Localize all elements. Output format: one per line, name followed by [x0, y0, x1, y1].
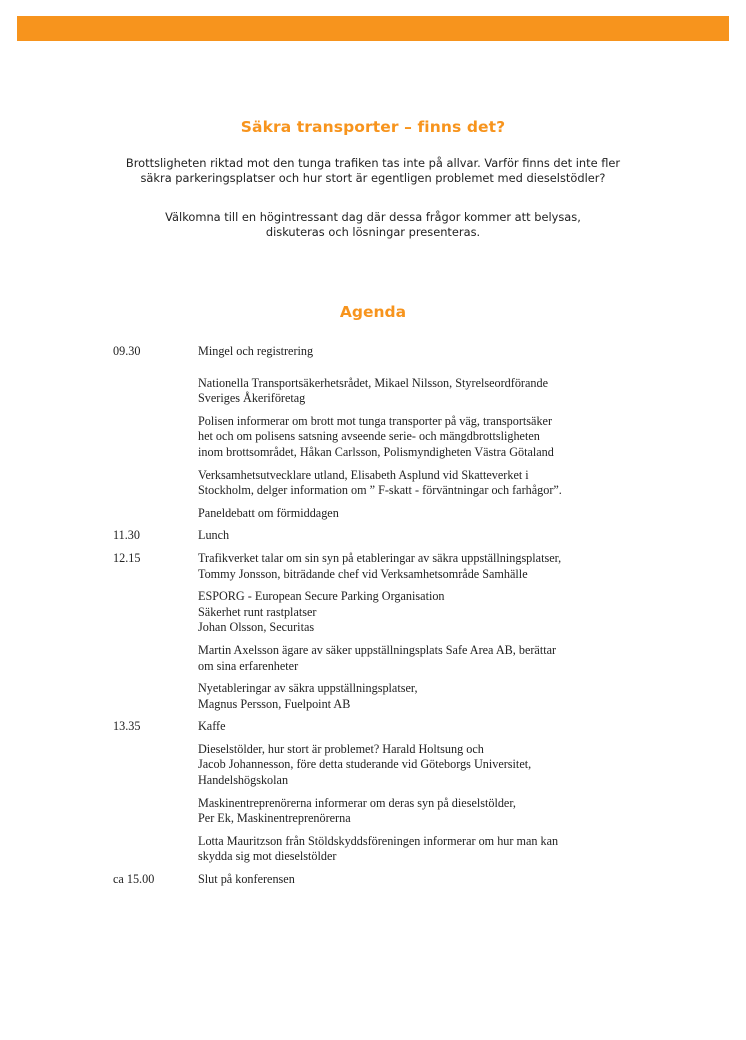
agenda-item: [113, 834, 673, 865]
agenda-time: [113, 834, 198, 865]
page-title: Säkra transporter – finns det?: [240, 118, 506, 136]
agenda-item: [113, 551, 673, 582]
agenda-time: [113, 468, 198, 499]
agenda-text: Nyetableringar av säkra uppställningsplatser, Magnus Persson, Fuelpoint AB: [198, 681, 418, 711]
agenda-item: [113, 344, 673, 360]
agenda-text: Maskinentreprenörerna informerar om deras syn på dieselstölder, Per Ek, Maskinentreprenörerna: [198, 795, 516, 826]
agenda-item: [113, 528, 673, 544]
agenda-text: Slut på konferensen: [198, 872, 295, 887]
agenda-text: Nationella Transportsäkerhetsrådet, Mikael Nilsson, Styrelseordförande Sveriges Åkeriföretag: [198, 375, 548, 406]
agenda-time: [113, 589, 198, 636]
agenda-time: 13.35: [113, 719, 141, 734]
agenda-text: Lotta Mauritzson från Stöldskyddsföreningen informerar om hur man kan skydda sig mot dieselstölder: [198, 833, 559, 864]
agenda-text: Dieselstölder, hur stort är problemet? Harald Holtsung och Jacob Johannesson, före detta studerande vid Göteborgs Universitet, Handelshögskolan: [198, 741, 532, 788]
agenda-text: ESPORG - European Secure Parking Organisation Säkerhet runt rastplatser Johan Olsson, Securitas: [198, 589, 445, 635]
agenda-time: [113, 796, 198, 827]
agenda-item: [113, 681, 673, 712]
agenda-text: Polisen informerar om brott mot tunga transporter på väg, transportsäker het och om polisens satsning avseende serie- och mängdbrottsligheten inom brottsområdet, Håkan Carlsson, Polismyndigheten Västra Götaland: [198, 413, 554, 459]
agenda-time: [113, 414, 198, 461]
agenda-item: [113, 376, 673, 407]
agenda-text: Trafikverket talar om sin syn på etableringar av säkra uppställningsplatser, Tommy Jonsson, biträdande chef vid Verksamhetsområde Samhälle: [198, 550, 562, 581]
intro-paragraph-1: Brottsligheten riktad mot den tunga trafiken tas inte på allvar. Varför finns det inte fler säkra parkeringsplatser och hur stort är egentligen problemet med dieselstödler?: [125, 156, 621, 185]
agenda-list: [113, 344, 673, 888]
agenda-title: Agenda: [339, 303, 407, 321]
agenda-time: [113, 506, 198, 522]
agenda-item: [113, 506, 673, 522]
agenda-text: Martin Axelsson ägare av säker uppställningsplats Safe Area AB, berättar om sina erfarenheter: [198, 642, 557, 673]
agenda-item: [113, 872, 673, 888]
agenda-item: [113, 589, 673, 636]
agenda-text: Lunch: [198, 528, 230, 543]
agenda-time: 12.15: [113, 550, 141, 565]
agenda-item: [113, 414, 673, 461]
agenda-item: [113, 468, 673, 499]
agenda-time: ca 15.00: [113, 872, 155, 887]
agenda-item: [113, 742, 673, 789]
agenda-text: Mingel och registrering: [198, 344, 314, 358]
agenda-time: [113, 742, 198, 789]
agenda-time: 09.30: [113, 344, 141, 358]
agenda-item: [113, 719, 673, 735]
agenda-text: Paneldebatt om förmiddagen: [198, 505, 339, 520]
agenda-item: [113, 643, 673, 674]
agenda-time: [113, 681, 198, 712]
agenda-text: Kaffe: [198, 719, 226, 734]
agenda-time: [113, 643, 198, 674]
agenda-item: [113, 796, 673, 827]
header-accent-bar: [17, 16, 729, 41]
agenda-text: Verksamhetsutvecklare utland, Elisabeth Asplund vid Skatteverket i Stockholm, delger information om ” F-skatt - förväntningar och farhågor”.: [198, 467, 562, 498]
intro-paragraph-2: Välkomna till en högintressant dag där dessa frågor kommer att belysas, diskuteras och lösningar presenteras.: [165, 210, 581, 239]
agenda-time: 11.30: [113, 528, 140, 543]
agenda-time: [113, 376, 198, 407]
